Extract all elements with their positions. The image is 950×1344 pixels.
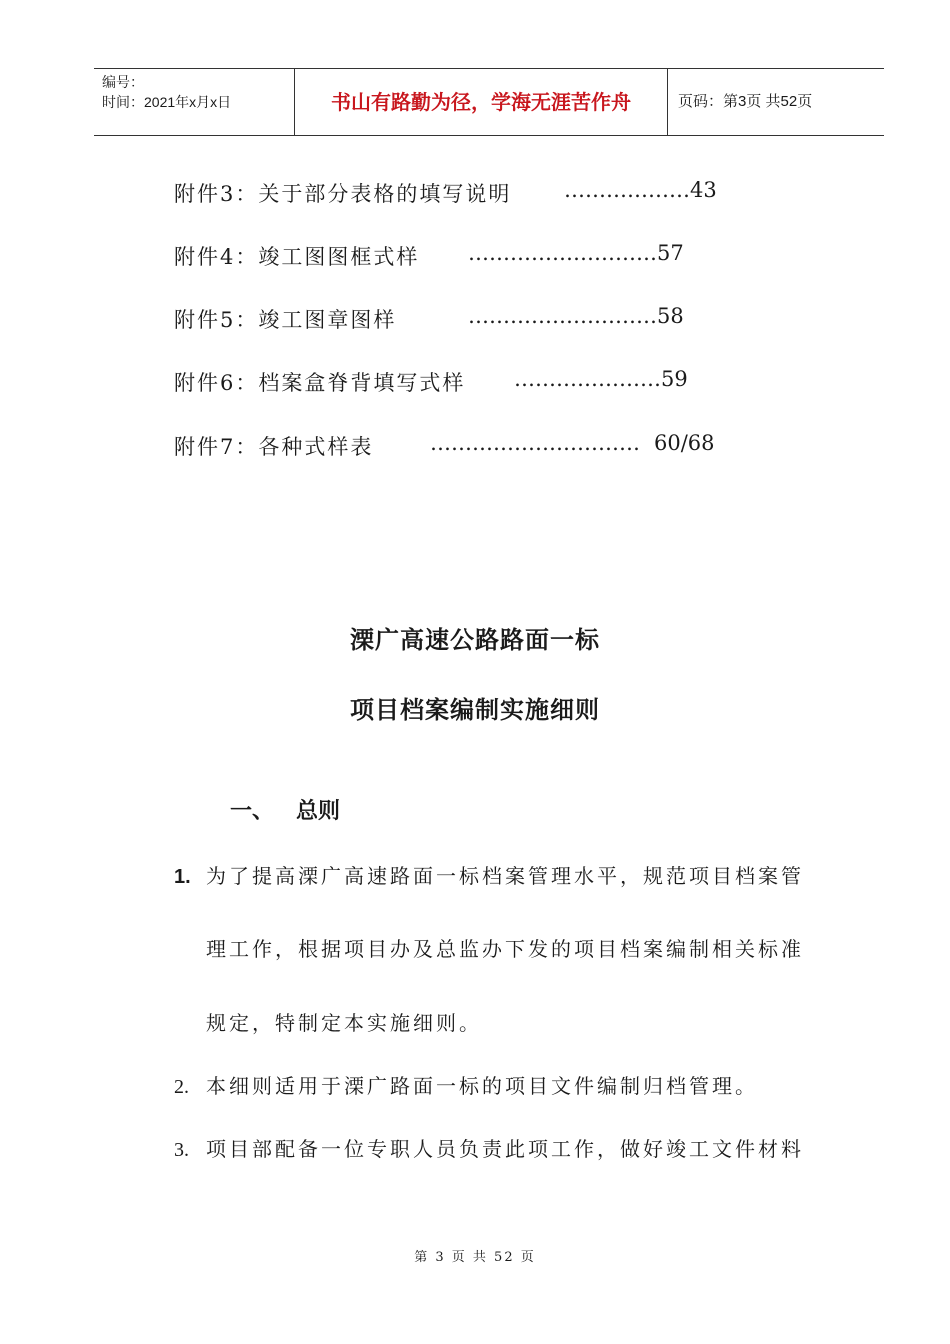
toc-entry-page: 60/68 [654, 431, 715, 455]
toc-entry-page: 43 [690, 178, 717, 202]
toc-entry-label: 附件5：竣工图章图样 [174, 308, 397, 332]
section-heading [230, 794, 340, 825]
toc-leader-dots: ………………………… [430, 431, 640, 455]
paragraph-3 [174, 1133, 804, 1162]
toc-entry-label: 附件7：各种式样表 [174, 435, 374, 459]
paragraph-text: 为了提高溧广高速路面一标档案管理水平，规范项目档案管 [206, 864, 804, 888]
header-page-number: 页码：第3页 共52页 [678, 93, 813, 110]
toc-entry-label: 附件4：竣工图图框式样 [174, 245, 420, 269]
time-label: 时间：2021年x月x日 [102, 94, 232, 110]
toc-entry-6 [174, 367, 688, 397]
paragraph-1-line-3: 规定，特制定本实施细则。 [206, 1011, 482, 1035]
toc-entry-page: 57 [657, 241, 684, 265]
header-motto: 书山有路勤为径，学海无涯苦作舟 [294, 69, 668, 135]
paragraph-1-line-1 [174, 860, 804, 889]
toc-entry-label: 附件3：关于部分表格的填写说明 [174, 182, 512, 206]
serial-number-label: 编号： [102, 74, 144, 90]
toc-entry-leader [468, 241, 684, 265]
toc-entry-leader [468, 304, 684, 328]
toc-entry-label: 附件6：档案盒脊背填写式样 [174, 371, 466, 395]
paragraph-1-line-2: 理工作，根据项目办及总监办下发的项目档案编制相关标准 [206, 937, 804, 961]
document-title-line-2: 项目档案编制实施细则 [350, 696, 600, 724]
document-title-line-1: 溧广高速公路路面一标 [350, 626, 600, 654]
toc-leader-dots: ……………………… [468, 241, 657, 265]
toc-entry-leader [564, 178, 717, 202]
header-meta [94, 69, 294, 135]
page-footer: 第 3 页 共 52 页 [414, 1250, 536, 1265]
section-title: 总则 [296, 799, 341, 824]
paragraph-number: 3. [174, 1139, 189, 1161]
toc-entry-3 [174, 178, 717, 208]
paragraph-text: 项目部配备一位专职人员负责此项工作，做好竣工文件材料 [206, 1137, 804, 1161]
paragraph-text: 本细则适用于溧广路面一标的项目文件编制归档管理。 [206, 1074, 758, 1098]
toc-entry-leader [430, 431, 715, 455]
toc-leader-dots: ……………………… [468, 304, 657, 328]
toc-leader-dots: ………………… [514, 367, 661, 391]
toc-entry-leader [514, 367, 688, 391]
toc-entry-5 [174, 304, 684, 334]
paragraph-number: 2. [174, 1076, 189, 1098]
toc-entry-page: 59 [661, 367, 688, 391]
toc-leader-dots: ……………… [564, 178, 690, 202]
paragraph-2 [174, 1070, 758, 1099]
paragraph-number: 1. [174, 866, 191, 888]
toc-entry-7 [174, 431, 715, 461]
page-header [94, 68, 884, 136]
toc-entry-page: 58 [657, 304, 684, 328]
section-number: 一、 [230, 799, 275, 824]
toc-entry-4 [174, 241, 684, 271]
